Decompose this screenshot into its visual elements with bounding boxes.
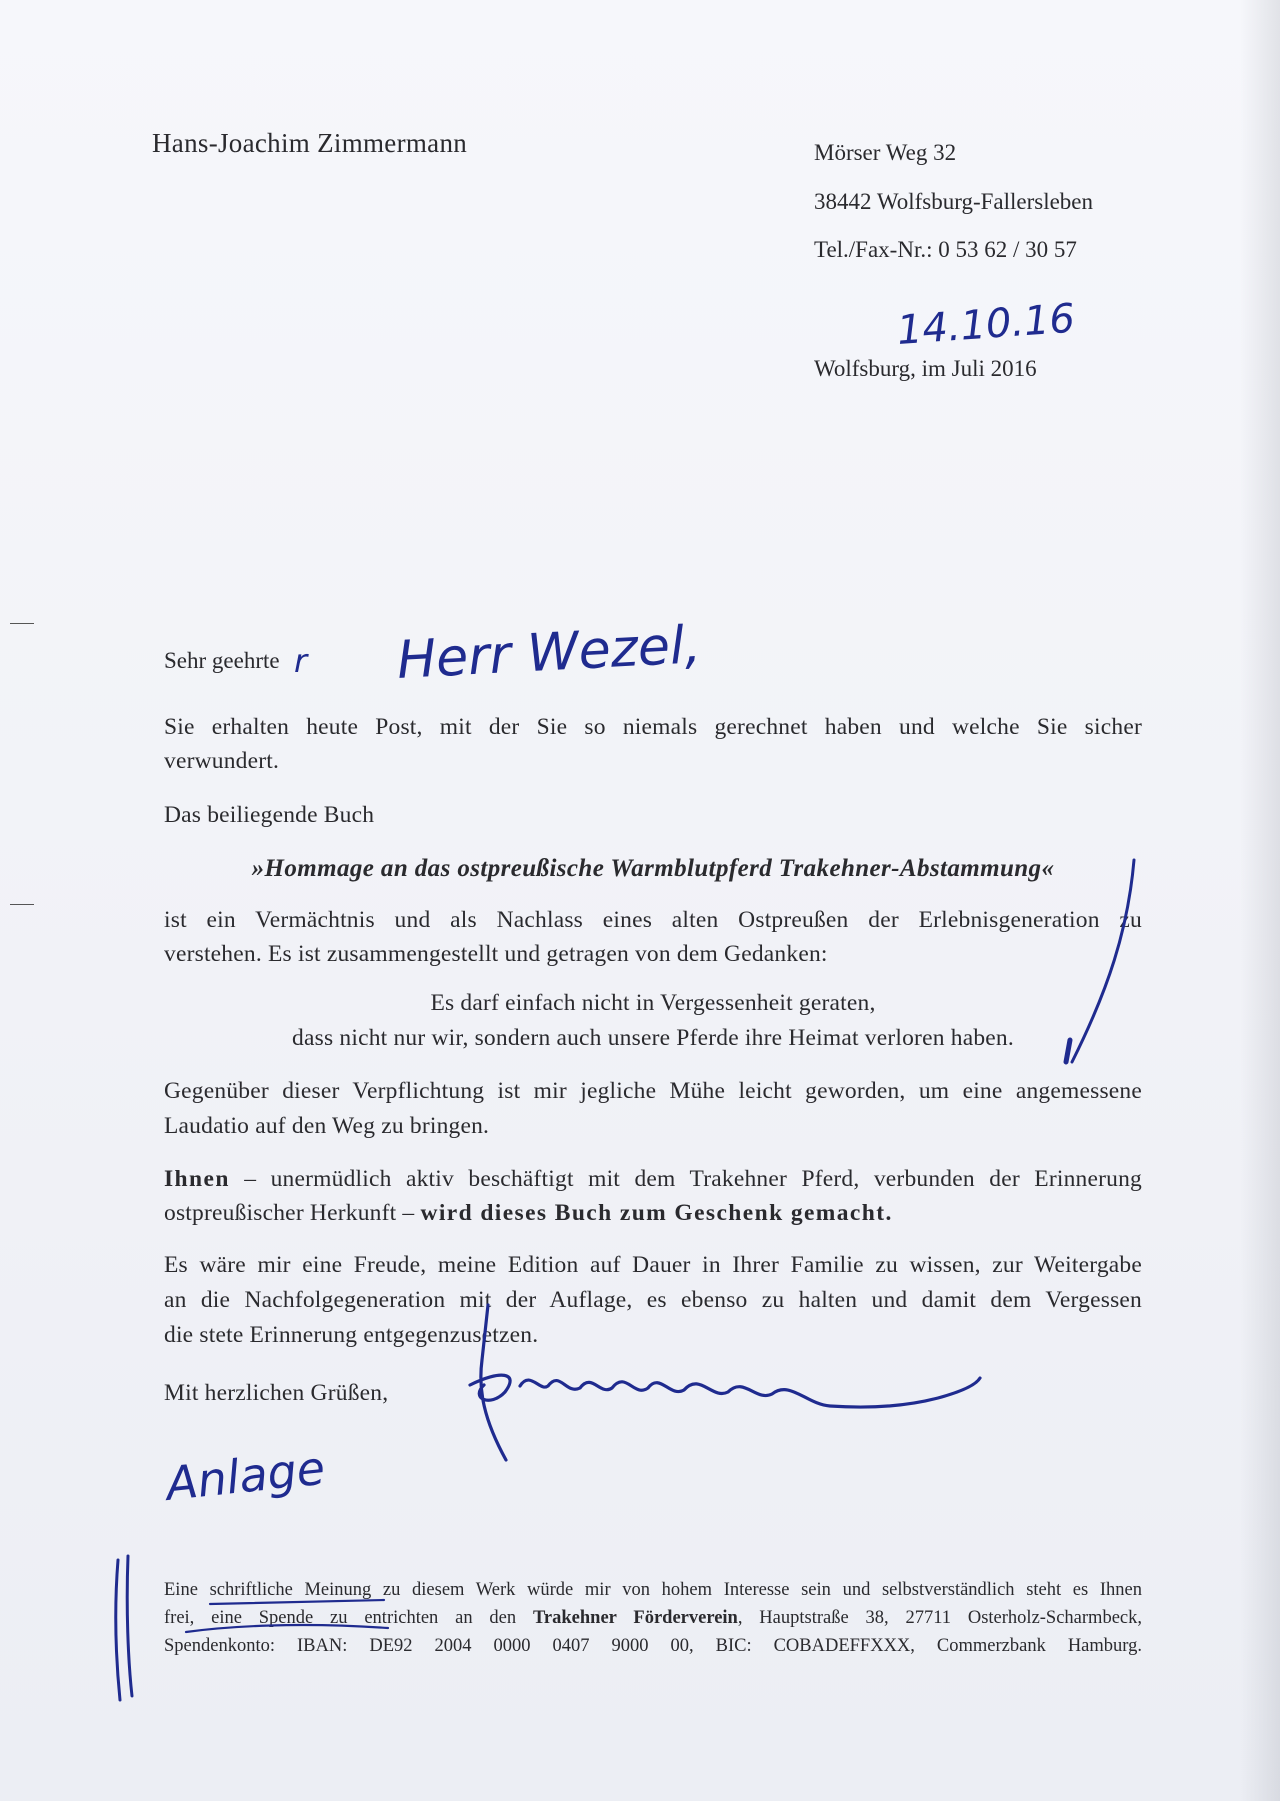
book-title: »Hommage an das ostpreußische Warmblutpferd Trakehner-Abstammung«: [251, 855, 1055, 882]
footer-line2-start: frei, eine Spende zu entrichten an den: [164, 1608, 533, 1628]
sender-name: Hans-Joachim Zimmermann: [152, 128, 468, 158]
quote-line-2: dass nicht nur wir, sondern auch unsere Pferde ihre Heimat verloren haben.: [292, 1025, 1014, 1051]
paragraph-5-line-2: [164, 1200, 893, 1227]
paragraph-5-mid: – unermüdlich aktiv beschäftigt mit dem Trakehner Pferd, verbunden der Erinnerung: [229, 1166, 1142, 1192]
paragraph-3-end: verstehen. Es ist zusammengestellt und getragen von dem Gedanken:: [164, 941, 828, 967]
handwritten-date: 14.10.16: [895, 295, 1077, 354]
handwritten-note-anlage: Anlage: [163, 1440, 328, 1511]
dateline: Wolfsburg, im Juli 2016: [814, 356, 1037, 381]
paragraph-6: Es wäre mir eine Freude, meine Edition auf Dauer in Ihrer Familie zu wissen, zur Weitergabe: [164, 1252, 1142, 1278]
paragraph-5-bold-end: wird dieses Buch zum Geschenk gemacht.: [420, 1200, 893, 1226]
paragraph-1-end: verwundert.: [164, 748, 280, 774]
sender-street: Mörser Weg 32: [814, 140, 957, 165]
paragraph-4-end: Laudatio auf den Weg zu bringen.: [164, 1113, 490, 1139]
footer-line-1: Eine schriftliche Meinung zu diesem Werk würde mir von hohem Interesse sein und selbstverständlich steht es Ihnen: [164, 1580, 1142, 1600]
paragraph-5: [164, 1166, 1142, 1193]
footer-line-3: Spendenkonto: IBAN: DE92 2004 0000 0407 9000 00, BIC: COBADEFFXXX, Commerzbank Hamburg.: [164, 1636, 1142, 1656]
handwritten-salutation-suffix: r: [294, 642, 308, 680]
closing: Mit herzlichen Grüßen,: [164, 1380, 389, 1406]
footer-margin-bar-1: [116, 1560, 120, 1700]
paragraph-3: ist ein Vermächtnis und als Nachlass eines alten Ostpreußen der Erlebnisgeneration zu: [164, 907, 1142, 933]
footer-foerderverein: Trakehner Förderverein: [532, 1608, 738, 1628]
quote-line-1: Es darf einfach nicht in Vergessenheit geraten,: [430, 990, 876, 1016]
paragraph-4: Gegenüber dieser Verpflichtung ist mir jegliche Mühe leicht geworden, um eine angemessene: [164, 1078, 1142, 1104]
sender-city: 38442 Wolfsburg-Fallersleben: [814, 189, 1094, 214]
paper-edge-shadow: [1240, 0, 1280, 1801]
paragraph-6-line-2: an die Nachfolgegeneration mit der Auflage, es ebenso zu halten und damit dem Vergessen: [164, 1287, 1142, 1313]
fold-mark-punch: [10, 904, 34, 905]
paragraph-6-end: die stete Erinnerung entgegenzusetzen.: [164, 1322, 539, 1348]
salutation-printed: Sehr geehrte: [164, 648, 280, 673]
footer-line2-end: , Hauptstraße 38, 27711 Osterholz-Scharmbeck,: [737, 1608, 1142, 1628]
footer-margin-bar-2: [127, 1556, 132, 1696]
handwritten-recipient-name: Herr Wezel,: [395, 615, 703, 691]
paragraph-2: Das beiliegende Buch: [164, 802, 375, 828]
sender-phone: Tel./Fax-Nr.: 0 53 62 / 30 57: [814, 237, 1077, 262]
paragraph-5-line2-start: ostpreußischer Herkunft –: [164, 1200, 421, 1226]
footer-line-2: [164, 1608, 1142, 1629]
fold-mark-top: [10, 623, 34, 624]
paragraph-5-bold-start: Ihnen: [164, 1166, 230, 1192]
paragraph-1: Sie erhalten heute Post, mit der Sie so niemals gerechnet haben und welche Sie sicher: [164, 714, 1142, 740]
signature: [470, 1305, 980, 1460]
